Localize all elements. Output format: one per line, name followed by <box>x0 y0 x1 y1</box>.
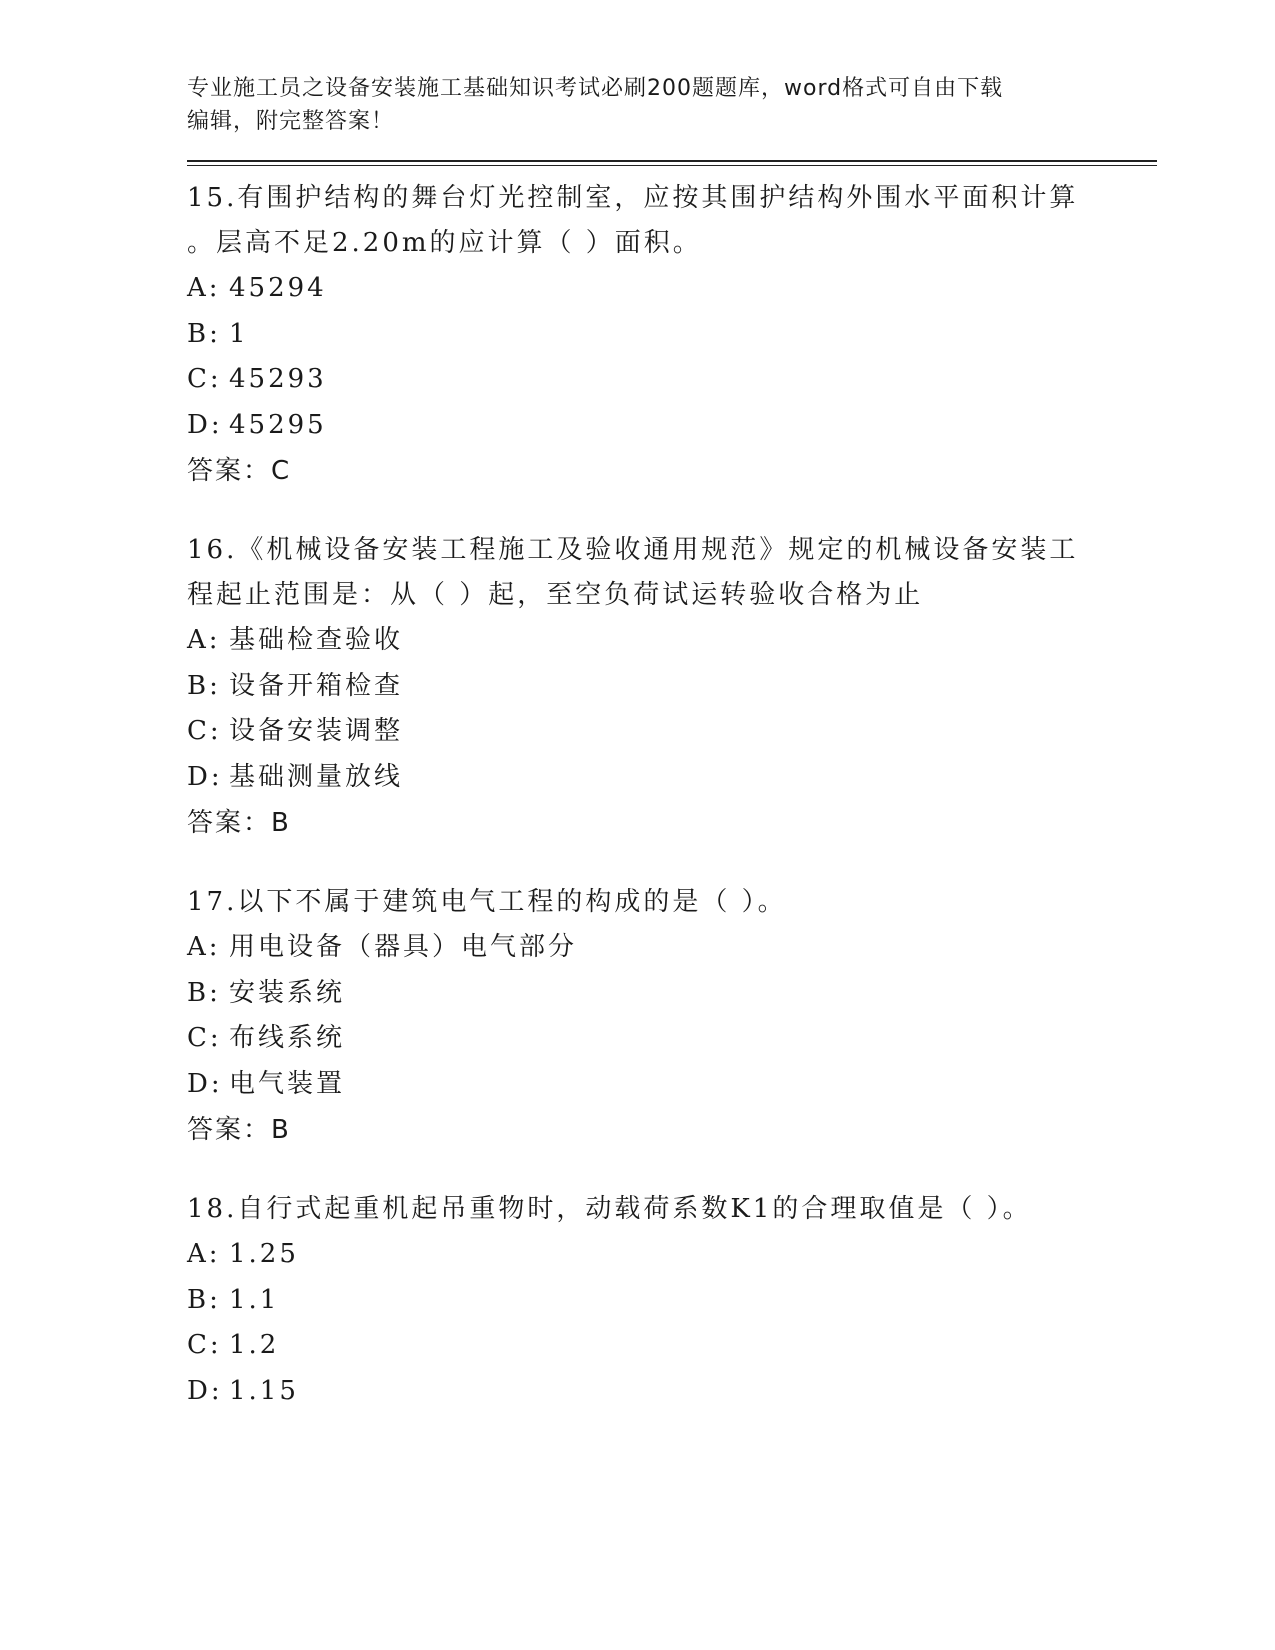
option-text: 1.25 <box>229 1239 299 1269</box>
option-text: 布线系统 <box>229 1023 346 1053</box>
option-text: 45295 <box>229 409 327 440</box>
option-letter: B: <box>187 318 221 349</box>
option-b <box>187 664 1157 710</box>
option-text: 设备开箱检查 <box>229 670 404 701</box>
option-letter: C: <box>187 364 222 394</box>
option-letter: D: <box>187 1375 223 1406</box>
question-stem-line: 17.以下不属于建筑电气工程的构成的是（ ）。 <box>187 887 787 917</box>
option-a <box>187 925 1157 971</box>
option-c <box>187 709 1157 755</box>
answer-line: 答案：B <box>187 1115 291 1145</box>
question-16 <box>187 528 1157 846</box>
option-d <box>187 1369 1157 1415</box>
answer-line: 答案：B <box>187 808 291 838</box>
option-text: 1 <box>229 318 249 349</box>
answer-line: 答案：C <box>187 456 292 486</box>
option-letter: C: <box>187 1330 222 1360</box>
option-letter: C: <box>187 716 222 746</box>
option-text: 45293 <box>229 364 327 394</box>
header-title-line-2: 编辑，附完整答案！ <box>187 109 395 134</box>
question-stem-line: 程起止范围是：从（ ）起，至空负荷试运转验收合格为止 <box>187 580 924 610</box>
option-text: 1.15 <box>229 1375 299 1406</box>
option-letter: D: <box>187 409 223 440</box>
question-15 <box>187 176 1157 494</box>
option-text: 设备安装调整 <box>229 716 404 746</box>
option-d <box>187 403 1157 449</box>
question-stem-line: 15.有围护结构的舞台灯光控制室，应按其围护结构外围水平面积计算 <box>187 183 1079 213</box>
option-letter: D: <box>187 1068 223 1099</box>
option-text: 1.1 <box>229 1284 280 1315</box>
header-title-line-1: 专业施工员之设备安装施工基础知识考试必刷200题题库，word格式可自由下载 <box>187 76 1004 101</box>
option-d <box>187 755 1157 801</box>
option-a <box>187 266 1157 312</box>
option-letter: A: <box>187 273 221 303</box>
option-d <box>187 1062 1157 1108</box>
option-letter: D: <box>187 761 223 792</box>
option-letter: C: <box>187 1023 222 1053</box>
question-18 <box>187 1187 1157 1414</box>
option-a <box>187 618 1157 664</box>
option-text: 基础检查验收 <box>229 625 404 655</box>
header-divider <box>187 160 1157 166</box>
question-17 <box>187 880 1157 1153</box>
option-c <box>187 1323 1157 1369</box>
option-c <box>187 1016 1157 1062</box>
option-text: 基础测量放线 <box>229 761 404 792</box>
question-stem-line: 18.自行式起重机起吊重物时，动载荷系数K1的合理取值是（ ）。 <box>187 1194 1032 1224</box>
option-text: 1.2 <box>229 1330 280 1360</box>
document-header <box>187 72 1157 138</box>
option-c <box>187 357 1157 403</box>
option-text: 电气装置 <box>229 1068 346 1099</box>
option-b <box>187 1278 1157 1324</box>
option-b <box>187 971 1157 1017</box>
option-letter: A: <box>187 932 221 962</box>
question-stem-line: 16.《机械设备安装工程施工及验收通用规范》规定的机械设备安装工 <box>187 535 1079 565</box>
option-letter: A: <box>187 1239 221 1269</box>
option-text: 安装系统 <box>229 977 346 1008</box>
option-b <box>187 312 1157 358</box>
option-text: 45294 <box>229 273 327 303</box>
question-stem-line: 。层高不足2.20m的应计算（ ）面积。 <box>187 228 702 258</box>
option-text: 用电设备（器具）电气部分 <box>229 932 578 962</box>
option-letter: B: <box>187 670 221 701</box>
option-letter: A: <box>187 625 221 655</box>
option-letter: B: <box>187 977 221 1008</box>
option-letter: B: <box>187 1284 221 1315</box>
option-a <box>187 1232 1157 1278</box>
document-page <box>187 72 1157 1448</box>
